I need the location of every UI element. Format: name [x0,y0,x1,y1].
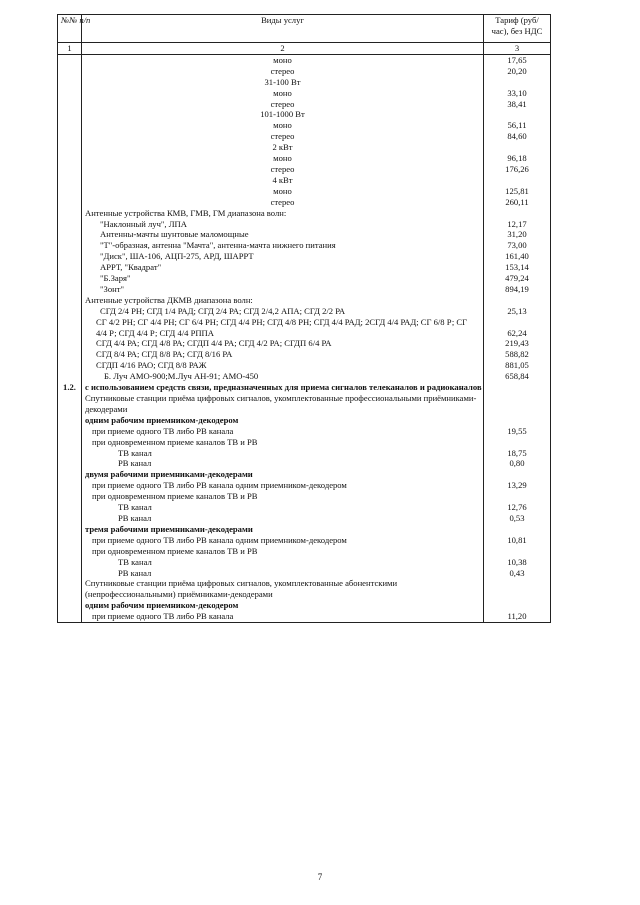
service-description: моно [82,54,484,65]
service-description: 31-100 Вт [82,77,484,88]
table-row [58,546,551,557]
tariff-value: 153,14 [484,262,551,273]
service-description: "Наклонный луч", ЛПА [82,219,484,230]
service-description: Спутниковые станции приёма цифровых сигналов, укомплектованные профессиональными приёмниками-декодерами [82,393,484,415]
table-row [58,229,551,240]
row-number [58,306,82,317]
table-row [58,568,551,579]
service-description: при приеме одного ТВ либо РВ канала одним приемником-декодером [82,480,484,491]
tariff-value [484,578,551,600]
tariff-value: 84,60 [484,131,551,142]
table-row [58,415,551,426]
service-description: 4 кВт [82,175,484,186]
table-row [58,109,551,120]
tariff-value [484,469,551,480]
row-number [58,469,82,480]
column-number-3: 3 [484,43,551,55]
tariff-value: 161,40 [484,251,551,262]
tariff-value: 894,19 [484,284,551,295]
tariff-value: 20,20 [484,66,551,77]
row-number [58,557,82,568]
row-number [58,338,82,349]
table-row [58,284,551,295]
row-number [58,54,82,65]
table-row [58,491,551,502]
service-description: "Диск", ША-106, АЦП-275, АРД, ШАРРТ [82,251,484,262]
table-row [58,99,551,110]
row-number [58,120,82,131]
service-description: "Зонт" [82,284,484,295]
service-description: моно [82,120,484,131]
service-description: "Т"-образная, антенна "Мачта", антенна-мачта нижнего питания [82,240,484,251]
tariff-value: 0,53 [484,513,551,524]
tariff-value: 17,65 [484,54,551,65]
tariff-value [484,382,551,393]
tariff-value: 31,20 [484,229,551,240]
row-number [58,458,82,469]
tariff-value [484,295,551,306]
service-description: одним рабочим приемником-декодером [82,600,484,611]
tariff-value: 881,05 [484,360,551,371]
row-number [58,153,82,164]
service-description: СГД 8/4 РА; СГД 8/8 РА; СГД 8/16 РА [82,349,484,360]
service-description: Антенные устройства ДКМВ диапазона волн: [82,295,484,306]
table-row [58,54,551,65]
tariff-value: 588,82 [484,349,551,360]
service-description: моно [82,88,484,99]
row-number [58,491,82,502]
row-number [58,546,82,557]
tariff-value: 479,24 [484,273,551,284]
service-description: Спутниковые станции приёма цифровых сигналов, укомплектованные абонентскими (непрофессиональными) приёмниками-декодерами [82,578,484,600]
column-number-2: 2 [82,43,484,55]
row-number [58,600,82,611]
row-number [58,131,82,142]
tariff-value [484,524,551,535]
table-header-row [58,15,551,43]
table-row [58,426,551,437]
table-row [58,251,551,262]
row-number [58,535,82,546]
table-row [58,66,551,77]
table-row [58,142,551,153]
row-number [58,448,82,459]
tariff-value [484,175,551,186]
tariff-value: 11,20 [484,611,551,622]
tariff-value [484,415,551,426]
row-number [58,208,82,219]
tariff-value: 96,18 [484,153,551,164]
tariff-value [484,208,551,219]
table-row [58,535,551,546]
service-description: "Б.Заря" [82,273,484,284]
tariff-value: 25,13 [484,306,551,317]
tariff-value: 12,76 [484,502,551,513]
service-description: стерео [82,197,484,208]
tariff-value: 19,55 [484,426,551,437]
tariff-value: 219,43 [484,338,551,349]
row-number [58,229,82,240]
table-row [58,219,551,230]
tariff-value: 62,24 [484,317,551,339]
tariff-value: 33,10 [484,88,551,99]
tariff-value [484,142,551,153]
row-number [58,513,82,524]
tariff-value [484,109,551,120]
tariff-value: 10,81 [484,535,551,546]
tariff-value: 260,11 [484,197,551,208]
row-number [58,480,82,491]
column-number-1: 1 [58,43,82,55]
row-number [58,317,82,339]
tariff-value: 56,11 [484,120,551,131]
table-row [58,208,551,219]
table-row [58,448,551,459]
service-description: РВ канал [82,568,484,579]
tariff-value: 125,81 [484,186,551,197]
row-number [58,219,82,230]
tariff-value: 38,41 [484,99,551,110]
row-number [58,66,82,77]
tariff-value [484,393,551,415]
tariff-value: 10,38 [484,557,551,568]
row-number [58,578,82,600]
row-number [58,360,82,371]
row-number [58,240,82,251]
header-services: Виды услуг [82,15,484,43]
tariff-value: 13,29 [484,480,551,491]
table-row [58,77,551,88]
row-number [58,88,82,99]
service-description: СГД 2/4 РН; СГД 1/4 РАД; СГД 2/4 РА; СГД 2/4,2 АПА; СГД 2/2 РА [82,306,484,317]
row-number [58,371,82,382]
row-number [58,251,82,262]
row-number [58,175,82,186]
service-description: Антенны-мачты шунтовые маломощные [82,229,484,240]
row-number [58,77,82,88]
row-number [58,524,82,535]
table-row [58,186,551,197]
table-row [58,295,551,306]
service-description: стерео [82,164,484,175]
row-number [58,164,82,175]
tariff-value [484,491,551,502]
service-description: при приеме одного ТВ либо РВ канала [82,611,484,622]
table-row [58,306,551,317]
row-number [58,99,82,110]
service-description: РВ канал [82,458,484,469]
row-number [58,262,82,273]
table-row [58,371,551,382]
tariff-value: 176,26 [484,164,551,175]
header-num: №№ п/п [58,15,82,43]
service-description: Антенные устройства КМВ, ГМВ, ГМ диапазона волн: [82,208,484,219]
table-row [58,469,551,480]
table-row [58,513,551,524]
table-row [58,578,551,600]
tariff-table [57,14,551,623]
service-description: стерео [82,99,484,110]
table-row [58,557,551,568]
service-description: при одновременном приеме каналов ТВ и РВ [82,437,484,448]
header-tariff: Тариф (руб/час), без НДС [484,15,551,43]
service-description: СГ 4/2 РН; СГ 4/4 РН; СГ 6/4 РН; СГД 4/4 РН; СГД 4/8 РН; СГД 4/4 РАД; 2СГД 4/4 РАД; СГ 6/8 Р; СГ 4/4 Р; СГД 4/4 Р; СГД 4/4 РППА [82,317,484,339]
table-row [58,131,551,142]
table-row [58,338,551,349]
table-row [58,458,551,469]
service-description: ТВ канал [82,502,484,513]
table-row [58,480,551,491]
tariff-value [484,437,551,448]
tariff-value [484,600,551,611]
service-description: двумя рабочими приемниками-декодерами [82,469,484,480]
row-number [58,437,82,448]
table-row [58,382,551,393]
column-number-row [58,43,551,55]
row-number: 1.2. [58,382,82,393]
table-row [58,317,551,339]
row-number [58,611,82,622]
service-description: моно [82,153,484,164]
table-row [58,437,551,448]
service-description: при приеме одного ТВ либо РВ канала [82,426,484,437]
table-row [58,273,551,284]
service-description: при приеме одного ТВ либо РВ канала одним приемником-декодером [82,535,484,546]
table-row [58,600,551,611]
service-description: ТВ канал [82,557,484,568]
row-number [58,142,82,153]
tariff-value: 18,75 [484,448,551,459]
row-number [58,426,82,437]
service-description: тремя рабочими приемниками-декодерами [82,524,484,535]
table-row [58,393,551,415]
tariff-value: 12,17 [484,219,551,230]
service-description: РВ канал [82,513,484,524]
table-row [58,120,551,131]
table-row [58,349,551,360]
row-number [58,393,82,415]
tariff-value [484,546,551,557]
service-description: стерео [82,66,484,77]
page-number: 7 [317,872,323,882]
tariff-value [484,77,551,88]
table-row [58,262,551,273]
service-description: при одновременном приеме каналов ТВ и РВ [82,546,484,557]
service-description: 2 кВт [82,142,484,153]
tariff-value: 0,43 [484,568,551,579]
tariff-value: 658,84 [484,371,551,382]
row-number [58,349,82,360]
table-row [58,164,551,175]
service-description: ТВ канал [82,448,484,459]
row-number [58,415,82,426]
table-row [58,88,551,99]
table-row [58,502,551,513]
service-description: одним рабочим приемником-декодером [82,415,484,426]
tariff-value: 0,80 [484,458,551,469]
table-row [58,175,551,186]
row-number [58,295,82,306]
table-row [58,524,551,535]
table-row [58,197,551,208]
row-number [58,186,82,197]
row-number [58,568,82,579]
service-description: СГДП 4/16 РАО; СГД 8/8 РАЖ [82,360,484,371]
service-description: СГД 4/4 РА; СГД 4/8 РА; СГДП 4/4 РА; СГД 4/2 РА; СГДП 6/4 РА [82,338,484,349]
table-row [58,611,551,622]
row-number [58,502,82,513]
service-description: Б. Луч АМО-900;М.Луч АН-91; АМО-450 [82,371,484,382]
table-row [58,240,551,251]
row-number [58,284,82,295]
service-description: при одновременном приеме каналов ТВ и РВ [82,491,484,502]
table-row [58,153,551,164]
service-description: 101-1000 Вт [82,109,484,120]
service-description: АРРТ, "Квадрат" [82,262,484,273]
row-number [58,273,82,284]
row-number [58,109,82,120]
service-description: с использованием средств связи, предназначенных для приема сигналов телеканалов и радиоканалов [82,382,484,393]
service-description: моно [82,186,484,197]
row-number [58,197,82,208]
service-description: стерео [82,131,484,142]
table-row [58,360,551,371]
tariff-value: 73,00 [484,240,551,251]
